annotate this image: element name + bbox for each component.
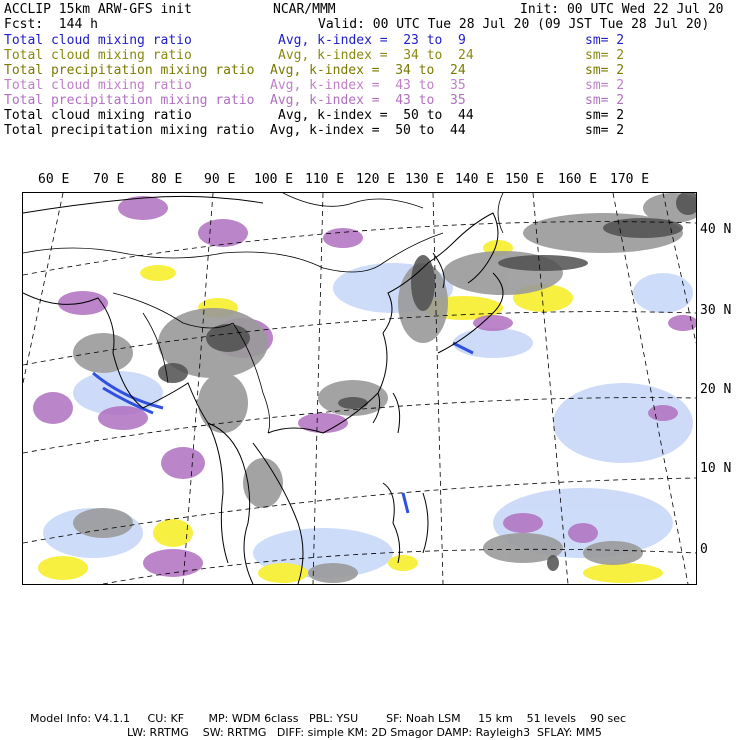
legend-sm-3: sm= 2	[585, 78, 625, 93]
legend-sm-6: sm= 2	[585, 123, 625, 138]
map-canvas	[23, 193, 696, 584]
legend-avg-4: Avg, k-index = 43 to 35	[270, 93, 466, 108]
model-info-line2: LW: RRTMG SW: RRTMG DIFF: simple KM: 2D Smagor DAMP: Rayleigh3 SFLAY: MM5	[127, 726, 602, 739]
init-time: Init: 00 UTC Wed 22 Jul 20	[520, 2, 724, 17]
legend-avg-1: Avg, k-index = 34 to 24	[278, 48, 474, 63]
legend-avg-3: Avg, k-index = 43 to 35	[270, 78, 466, 93]
legend-field-2: Total precipitation mixing ratio	[4, 63, 255, 78]
legend-avg-0: Avg, k-index = 23 to 9	[278, 33, 466, 48]
legend-sm-2: sm= 2	[585, 63, 625, 78]
lon-label: 60 E	[38, 172, 70, 187]
legend-sm-0: sm= 2	[585, 33, 625, 48]
model-info-line1: Model Info: V4.1.1 CU: KF MP: WDM 6class PBL: YSU SF: Noah LSM 15 km 51 levels 90 sec	[30, 712, 627, 725]
legend-sm-1: sm= 2	[585, 48, 625, 63]
legend-avg-5: Avg, k-index = 50 to 44	[278, 108, 474, 123]
legend-avg-6: Avg, k-index = 50 to 44	[270, 123, 466, 138]
valid-time: Valid: 00 UTC Tue 28 Jul 20 (09 JST Tue 28 Jul 20)	[318, 17, 710, 32]
legend-field-0: Total cloud mixing ratio	[4, 33, 192, 48]
legend-field-5: Total cloud mixing ratio	[4, 108, 192, 123]
lon-label: 110 E	[305, 172, 345, 187]
legend-field-6: Total precipitation mixing ratio	[4, 123, 255, 138]
lat-label: 10 N	[700, 461, 732, 476]
lon-label: 100 E	[254, 172, 294, 187]
legend-field-1: Total cloud mixing ratio	[4, 48, 192, 63]
lon-label: 120 E	[356, 172, 396, 187]
org-label: NCAR/MMM	[273, 2, 336, 17]
lon-label: 140 E	[455, 172, 495, 187]
map-panel	[22, 192, 697, 585]
legend-avg-2: Avg, k-index = 34 to 24	[270, 63, 466, 78]
lon-label: 80 E	[151, 172, 183, 187]
blue-cloud-layer	[93, 343, 473, 513]
lon-label: 130 E	[405, 172, 445, 187]
legend-sm-4: sm= 2	[585, 93, 625, 108]
lat-label: 40 N	[700, 222, 732, 237]
lat-label: 20 N	[700, 382, 732, 397]
legend-field-4: Total precipitation mixing ratio	[4, 93, 255, 108]
map-title: ACCLIP 15km ARW-GFS init	[4, 2, 192, 17]
lat-label: 0	[700, 542, 708, 557]
lon-label: 170 E	[610, 172, 650, 187]
legend-sm-5: sm= 2	[585, 108, 625, 123]
legend-field-3: Total cloud mixing ratio	[4, 78, 192, 93]
lon-label: 90 E	[204, 172, 236, 187]
lon-label: 150 E	[505, 172, 545, 187]
lon-label: 160 E	[558, 172, 598, 187]
forecast-hour: Fcst: 144 h	[4, 17, 98, 32]
lon-label: 70 E	[93, 172, 125, 187]
lat-label: 30 N	[700, 303, 732, 318]
